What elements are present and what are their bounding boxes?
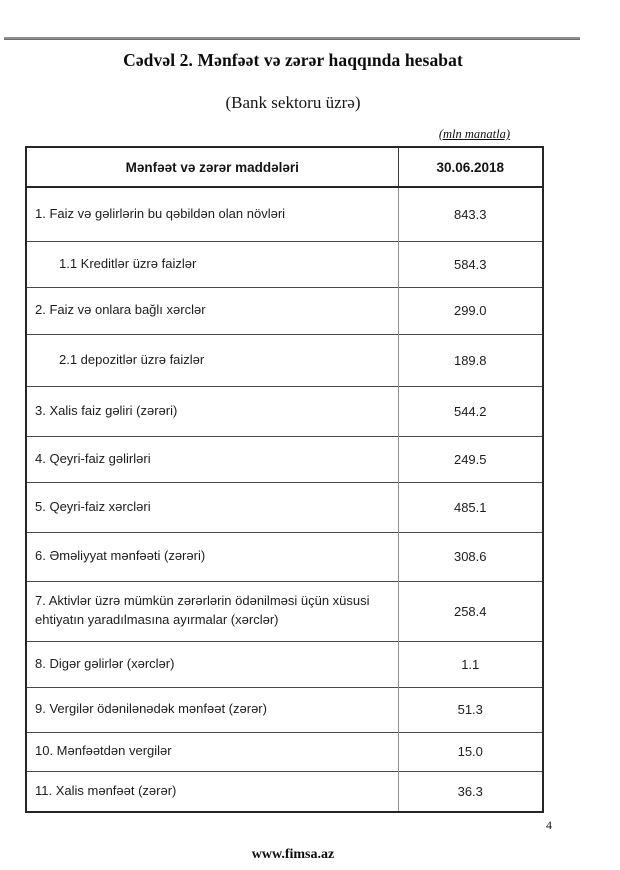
row-value-cell: 258.4 xyxy=(398,581,543,641)
table-row xyxy=(26,687,543,732)
unit-note: (mln manatla) xyxy=(438,127,510,141)
row-label-cell: 7. Aktivlər üzrə mümkün zərərlərin ödənilməsi üçün xüsusi ehtiyatın yaradılmasına ayırmalar (xərclər) xyxy=(26,581,398,641)
row-label-cell: 2. Faiz və onlara bağlı xərclər xyxy=(26,287,398,334)
row-value-cell: 36.3 xyxy=(398,771,543,812)
row-value-cell: 15.0 xyxy=(398,732,543,771)
row-value-cell: 51.3 xyxy=(398,687,543,732)
row-label-cell: 6. Əməliyyat mənfəəti (zərəri) xyxy=(26,532,398,581)
row-label-cell: 11. Xalis mənfəət (zərər) xyxy=(26,771,398,812)
table-row xyxy=(26,482,543,532)
row-label-cell: 1.1 Kreditlər üzrə faizlər xyxy=(26,241,398,287)
row-label-cell: 5. Qeyri-faiz xərcləri xyxy=(26,482,398,532)
page-title: Cədvəl 2. Mənfəət və zərər haqqında hesabat xyxy=(123,50,463,70)
row-label-cell: 3. Xalis faiz gəliri (zərəri) xyxy=(26,386,398,436)
table-row xyxy=(26,532,543,581)
row-label-cell: 10. Mənfəətdən vergilər xyxy=(26,732,398,771)
row-value-cell: 485.1 xyxy=(398,482,543,532)
row-label-cell: 9. Vergilər ödənilənədək mənfəət (zərər) xyxy=(26,687,398,732)
top-horizontal-rule xyxy=(4,37,580,40)
header-cell-items: Mənfəət və zərər maddələri xyxy=(26,147,398,187)
row-value-cell: 249.5 xyxy=(398,436,543,482)
row-value-cell: 584.3 xyxy=(398,241,543,287)
row-value-cell: 1.1 xyxy=(398,641,543,687)
table-row xyxy=(26,241,543,287)
footer-url: www.fimsa.az xyxy=(251,847,335,862)
page-number: 4 xyxy=(546,818,552,832)
profit-loss-table xyxy=(25,146,544,813)
row-label-cell: 1. Faiz və gəlirlərin bu qəbildən olan növləri xyxy=(26,187,398,241)
row-label-cell: 8. Digər gəlirlər (xərclər) xyxy=(26,641,398,687)
table-row xyxy=(26,187,543,241)
table-row xyxy=(26,581,543,641)
row-value-cell: 299.0 xyxy=(398,287,543,334)
table-row xyxy=(26,436,543,482)
table-row xyxy=(26,771,543,812)
header-cell-date: 30.06.2018 xyxy=(398,147,543,187)
table-row xyxy=(26,334,543,386)
table-row xyxy=(26,732,543,771)
row-value-cell: 843.3 xyxy=(398,187,543,241)
row-value-cell: 544.2 xyxy=(398,386,543,436)
table-row xyxy=(26,641,543,687)
row-label-cell: 2.1 depozitlər üzrə faizlər xyxy=(26,334,398,386)
table-row xyxy=(26,287,543,334)
page-subtitle: (Bank sektoru üzrə) xyxy=(225,93,361,112)
row-label-cell: 4. Qeyri-faiz gəlirləri xyxy=(26,436,398,482)
row-value-cell: 189.8 xyxy=(398,334,543,386)
row-value-cell: 308.6 xyxy=(398,532,543,581)
table-header-row xyxy=(26,147,543,187)
table-row xyxy=(26,386,543,436)
